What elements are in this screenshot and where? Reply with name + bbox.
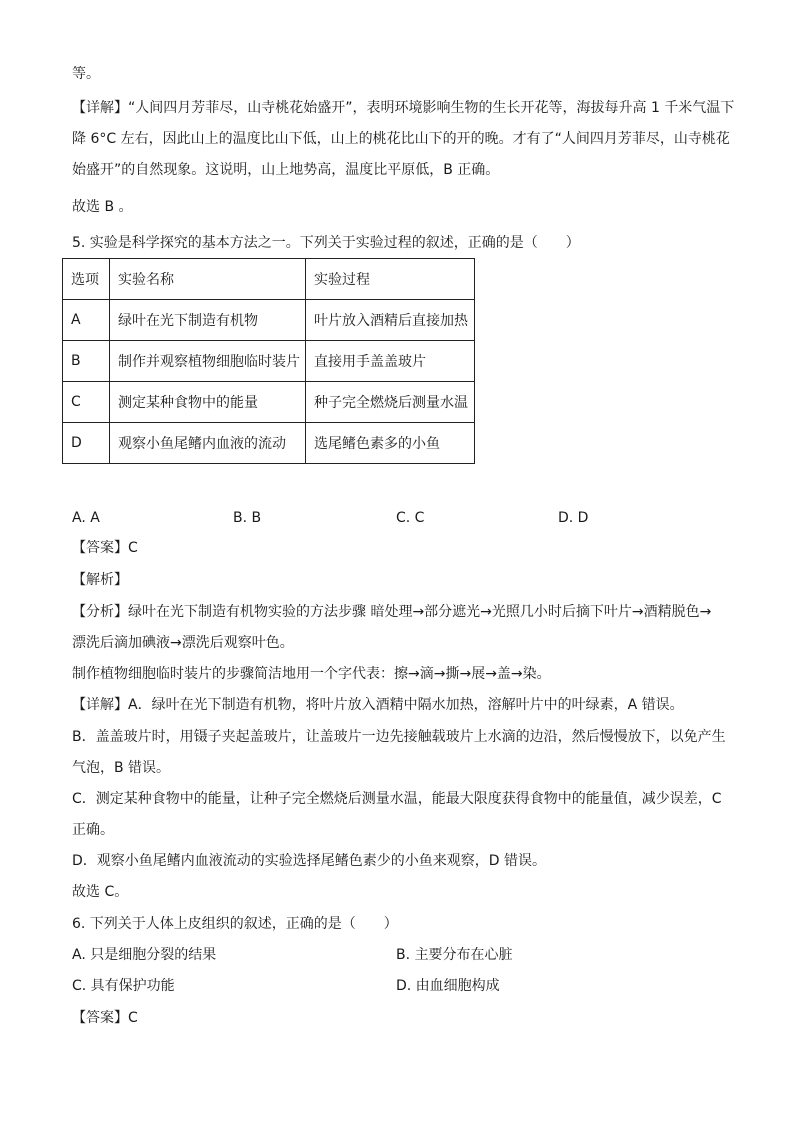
question-5: 5. 实验是科学探究的基本方法之一。下列关于实验过程的叙述，正确的是（ ） (72, 235, 580, 251)
q6-option-b: B. 主要分布在心脏 (396, 947, 513, 963)
text-line: B．盖盖玻片时，用镊子夹起盖玻片，让盖玻片一边先接触载玻片上水滴的边沿，然后慢慢放下，以免产生 (72, 729, 726, 745)
text-line: 等。 (72, 66, 100, 82)
text-line: 漂洗后滴加碘液→漂洗后观察叶色。 (72, 635, 294, 651)
text-line: 气泡，B 错误。 (72, 760, 171, 776)
table-cell: 选尾鳍色素多的小鱼 (306, 423, 475, 464)
table-cell: A (63, 300, 110, 341)
q5-option-c: C. C (396, 510, 425, 526)
table-header-cell: 实验过程 (306, 259, 475, 300)
q6-option-d: D. 由血细胞构成 (396, 978, 500, 994)
text-line: 始盛开”的自然现象。这说明，山上地势高，温度比平原低，B 正确。 (72, 162, 500, 178)
table-cell: C (63, 382, 110, 423)
answer-5: 【答案】C (72, 540, 138, 556)
table-cell: B (63, 341, 110, 382)
q5-option-b: B. B (233, 510, 262, 526)
table-cell: 观察小鱼尾鳍内血液的流动 (110, 423, 306, 464)
answer-6: 【答案】C (72, 1010, 138, 1026)
table-cell: D (63, 423, 110, 464)
table-cell: 绿叶在光下制造有机物 (110, 300, 306, 341)
text-line: 【分析】绿叶在光下制造有机物实验的方法步骤 暗处理→部分遮光→光照几小时后摘下叶片→酒精脱色→ (72, 604, 712, 620)
text-line: 正确。 (72, 822, 114, 838)
text-line: D．观察小鱼尾鳍内血液流动的实验选择尾鳍色素少的小鱼来观察，D 错误。 (72, 853, 547, 869)
table-header-cell: 选项 (63, 259, 110, 300)
table-header-row (63, 259, 475, 300)
table-row (63, 341, 475, 382)
text-line: 故选 B 。 (72, 199, 133, 215)
q5-option-d: D. D (558, 510, 589, 526)
text-line: 降 6°C 左右，因此山上的温度比山下低，山上的桃花比山下的开的晚。才有了“人间四月芳菲尽，山寺桃花 (72, 131, 730, 147)
table-cell: 测定某种食物中的能量 (110, 382, 306, 423)
q6-option-a: A. 只是细胞分裂的结果 (72, 947, 217, 963)
table-row (63, 300, 475, 341)
table-cell: 制作并观察植物细胞临时装片 (110, 341, 306, 382)
experiment-table (62, 258, 475, 464)
table-row (63, 382, 475, 423)
text-line: 【详解】A．绿叶在光下制造有机物，将叶片放入酒精中隔水加热，溶解叶片中的叶绿素，A 错误。 (72, 697, 684, 713)
table-cell: 种子完全燃烧后测量水温 (306, 382, 475, 423)
text-line: 故选 C。 (72, 884, 129, 900)
table-header-cell: 实验名称 (110, 259, 306, 300)
q6-option-c: C. 具有保护功能 (72, 978, 175, 994)
question-6: 6. 下列关于人体上皮组织的叙述，正确的是（ ） (72, 916, 398, 932)
q5-option-a: A. A (72, 510, 100, 526)
text-line: 【详解】“人间四月芳菲尽，山寺桃花始盛开”，表明环境影响生物的生长开花等，海拔每升高 1 千米气温下 (72, 100, 735, 116)
table-cell: 叶片放入酒精后直接加热 (306, 300, 475, 341)
table-row (63, 423, 475, 464)
text-line: 制作植物细胞临时装片的步骤简洁地用一个字代表：擦→滴→撕→展→盖→染。 (72, 666, 551, 682)
text-line: C．测定某种食物中的能量，让种子完全燃烧后测量水温，能最大限度获得食物中的能量值，减少误差，C (72, 791, 722, 807)
table-cell: 直接用手盖盖玻片 (306, 341, 475, 382)
analysis-heading: 【解析】 (72, 572, 128, 588)
